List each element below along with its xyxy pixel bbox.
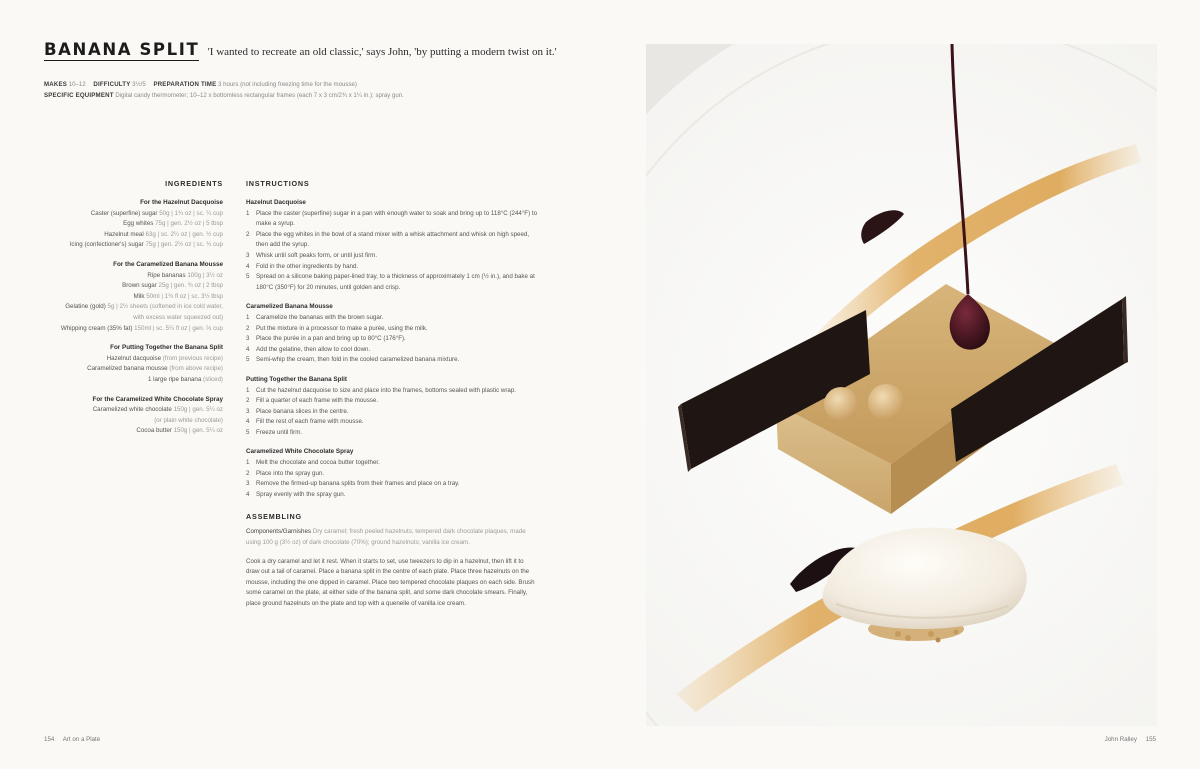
ingredient-quantity: 63g | sc. 2¼ oz | gen. ½ cup	[145, 230, 223, 238]
ingredient-name: Gelatine (gold)	[65, 303, 106, 311]
ingredient-name: Caster (superfine) sugar	[90, 209, 158, 217]
ingredient-line	[40, 240, 223, 251]
recipe-quote: 'I wanted to recreate an old classic,' says John, 'by putting a modern twist on it.'	[207, 46, 557, 58]
ingredient-group	[40, 395, 223, 437]
ingredient-group-heading: For the Caramelized Banana Mousse	[113, 260, 223, 268]
recipe-title: BANANA SPLIT	[44, 40, 200, 59]
step-text: Spray evenly with the spray gun.	[256, 490, 346, 498]
step-text: Caramelize the bananas with the brown sugar.	[256, 313, 384, 321]
instruction-group-heading: Caramelized White Chocolate Spray	[246, 448, 354, 456]
ingredient-line	[40, 281, 223, 292]
makes-value: 10–12	[68, 81, 86, 88]
ingredient-line	[40, 426, 223, 437]
meta-line-1	[44, 79, 404, 90]
ingredient-line	[40, 375, 223, 386]
instructions-column	[246, 176, 538, 610]
ingredient-quantity: 75g | gen. 2½ oz | sc. ¾ cup	[145, 241, 223, 249]
ingredient-name: Milk	[133, 292, 145, 300]
instruction-step	[246, 469, 538, 480]
meta-line-2	[44, 90, 404, 101]
step-number: 5	[246, 273, 250, 281]
ingredient-line	[40, 230, 223, 241]
step-number: 4	[246, 490, 250, 498]
ingredient-name: Hazelnut dacquoise	[106, 354, 162, 362]
step-number: 2	[246, 397, 250, 405]
instruction-group-heading: Hazelnut Dacquoise	[246, 199, 306, 206]
step-number: 2	[246, 230, 250, 238]
assembling-heading: ASSEMBLING	[246, 512, 302, 522]
hazelnut-2	[824, 387, 858, 421]
ingredients-heading: INGREDIENTS	[165, 179, 223, 188]
step-text: Put the mixture in a processor to make a purée, using the milk.	[256, 324, 428, 332]
instruction-step	[246, 386, 538, 397]
instruction-step	[246, 324, 538, 335]
step-number: 3	[246, 407, 250, 415]
title-row	[44, 40, 557, 61]
instruction-group	[246, 447, 538, 500]
step-number: 4	[246, 418, 250, 426]
step-text: Whisk until soft peaks form, or until just firm.	[256, 251, 378, 259]
instruction-step	[246, 479, 538, 490]
instruction-step	[246, 262, 538, 273]
ingredients-column	[40, 176, 223, 446]
ingredient-line	[40, 219, 223, 230]
ingredient-line	[40, 271, 223, 282]
step-text: Freeze until firm.	[256, 428, 303, 436]
instruction-group	[246, 302, 538, 366]
step-text: Melt the chocolate and cocoa butter together.	[256, 459, 380, 467]
ingredient-line	[40, 324, 223, 335]
instruction-step	[246, 458, 538, 469]
instruction-step	[246, 334, 538, 345]
ingredient-quantity: 150ml | sc. 5¼ fl oz | gen. ⅔ cup	[134, 324, 223, 332]
step-text: Place banana slices in the centre.	[256, 407, 349, 415]
step-number: 1	[246, 386, 250, 394]
instruction-group-heading: Putting Together the Banana Split	[246, 375, 347, 383]
step-text: Cut the hazelnut dacquoise to size and place into the frames, bottoms sealed with plastic wrap.	[256, 386, 517, 394]
step-text: Fill a quarter of each frame with the mousse.	[256, 397, 379, 405]
plated-banana-split-illustration	[646, 44, 1157, 726]
instruction-step	[246, 355, 538, 366]
difficulty-label: DIFFICULTY	[93, 81, 131, 88]
ingredient-line	[40, 405, 223, 416]
ingredient-line	[40, 416, 223, 427]
components-garnishes	[246, 527, 538, 548]
instruction-step	[246, 272, 538, 293]
instruction-step	[246, 396, 538, 407]
step-text: Spread on a silicone baking paper-lined tray, to a thickness of approximately 1 cm (½ in.), and bake at 180°C (350°F) for 20 minutes, until golden and crisp.	[256, 273, 535, 291]
footer-right	[1105, 736, 1156, 743]
components-label: Components/Garnishes	[246, 528, 312, 536]
ingredient-line	[40, 302, 223, 313]
ingredient-quantity: (or plain white chocolate)	[154, 416, 223, 424]
ingredient-name: 1 large ripe banana	[147, 375, 202, 383]
ingredient-group	[40, 198, 223, 251]
instructions-heading: INSTRUCTIONS	[246, 179, 310, 188]
ingredient-quantity: 25g | gen. ¾ oz | 2 tbsp	[158, 282, 223, 290]
dessert-photo	[646, 44, 1157, 726]
ingredient-quantity: with excess water squeezed out)	[133, 313, 223, 321]
prep-time-label: PREPARATION TIME	[153, 81, 217, 88]
step-text: Semi-whip the cream, then fold in the cooled caramelized banana mixture.	[256, 356, 460, 364]
instruction-step	[246, 251, 538, 262]
step-number: 4	[246, 345, 250, 353]
step-number: 3	[246, 251, 250, 259]
ingredient-group	[40, 260, 223, 334]
ingredient-name: Icing (confectioner's) sugar	[69, 241, 144, 249]
ingredient-quantity: (sliced)	[203, 375, 223, 383]
step-number: 2	[246, 469, 250, 477]
ingredient-quantity: 50ml | 1¾ fl oz | sc. 3½ tbsp	[146, 292, 223, 300]
instruction-step	[246, 417, 538, 428]
ingredient-quantity: 100g | 3½ oz	[187, 271, 223, 279]
footer-left	[44, 736, 100, 743]
instruction-step	[246, 209, 538, 230]
prep-time-value: 3 hours (not including freezing time for the mousse)	[218, 81, 357, 88]
ingredient-group-heading: For the Hazelnut Dacquoise	[140, 199, 223, 206]
instruction-step	[246, 428, 538, 439]
ingredient-line	[40, 354, 223, 365]
ingredient-line	[40, 292, 223, 303]
ingredient-group-heading: For Putting Together the Banana Split	[110, 344, 223, 352]
ingredient-name: Whipping cream (35% fat)	[60, 324, 133, 332]
ingredient-name: Ripe bananas	[147, 271, 186, 279]
equipment-value: Digital candy thermometer; 10–12 x bottomless rectangular frames (each 7 x 3 cm/2¾ x 1¼ in.); spray gun.	[115, 92, 404, 99]
ingredient-name: Egg whites	[123, 220, 154, 228]
step-text: Fold in the other ingredients by hand.	[256, 262, 359, 270]
difficulty-value: 3½/5	[132, 81, 146, 88]
ingredient-quantity: 75g | gen. 2½ oz | 5 tbsp	[155, 220, 223, 228]
makes-label: MAKES	[44, 81, 68, 88]
ingredient-group	[40, 343, 223, 385]
page-number-right: 155	[1145, 736, 1156, 743]
ingredient-group-heading: For the Caramelized White Chocolate Spray	[92, 395, 223, 403]
ingredient-name: Hazelnut meal	[104, 230, 144, 238]
step-number: 4	[246, 262, 250, 270]
step-number: 3	[246, 480, 250, 488]
ingredient-quantity: 150g | gen. 5¼ oz	[173, 427, 223, 435]
step-text: Remove the firmed-up banana splits from their frames and place on a tray.	[256, 480, 460, 488]
ingredient-line	[40, 209, 223, 220]
step-number: 5	[246, 428, 250, 436]
chef-name: John Ralley	[1104, 736, 1137, 743]
step-text: Place the purée in a pan and bring up to 80°C (176°F).	[256, 335, 406, 343]
ingredient-name: Caramelized banana mousse	[87, 365, 168, 373]
instruction-group	[246, 198, 538, 293]
instruction-step	[246, 407, 538, 418]
step-text: Add the gelatine, then allow to cool down.	[256, 345, 371, 353]
instruction-group-heading: Caramelized Banana Mousse	[246, 303, 333, 311]
step-text: Place the caster (superfine) sugar in a pan with enough water to soak and bring up to 118°C (244°F) to make a syrup.	[256, 209, 538, 228]
recipe-meta	[44, 79, 404, 101]
ingredient-name: Caramelized white chocolate	[92, 406, 172, 414]
step-number: 1	[246, 209, 250, 217]
ingredient-quantity: 5g | 2½ sheets (softened in ice cold water,	[107, 303, 223, 311]
assembling-paragraph: Cook a dry caramel and let it rest. When it starts to set, use tweezers to dip in a hazelnut, then lift it to draw out a tail of caramel. Place a banana split in the centre of each plate. Place three hazelnuts on the mousse, including the one dipped in caramel. Place two tempered chocolate plaques on each side. Brush some caramel on the plate, at either side of the banana split, and some dark chocolate smears. Finally, place ground hazelnuts on the plate and top with a quenelle of vanilla ice cream.	[246, 557, 535, 607]
step-number: 5	[246, 356, 250, 364]
step-text: Fill the rest of each frame with mousse.	[256, 418, 364, 426]
step-number: 2	[246, 324, 250, 332]
ingredient-line	[40, 364, 223, 375]
page-number-left: 154	[44, 736, 55, 743]
instruction-step	[246, 490, 538, 501]
book-title: Art on a Plate	[62, 736, 101, 743]
ingredient-quantity: 150g | gen. 5¼ oz	[173, 406, 223, 414]
ingredient-quantity: (from previous recipe)	[162, 354, 223, 362]
instruction-step	[246, 313, 538, 324]
ingredient-name: Brown sugar	[122, 282, 157, 290]
instruction-step	[246, 230, 538, 251]
ingredient-quantity: (from above recipe)	[169, 365, 223, 373]
components-value: Dry caramel; fresh peeled hazelnuts; tempered dark chocolate plaques, made using 100 g (3½ oz) of dark chocolate (70%); ground hazelnuts; vanilla ice cream.	[246, 528, 526, 547]
ingredient-line	[40, 313, 223, 324]
instruction-group	[246, 375, 538, 439]
ingredient-name: Cocoa butter	[136, 427, 172, 435]
step-number: 1	[246, 313, 250, 321]
step-number: 1	[246, 459, 250, 467]
equipment-label: SPECIFIC EQUIPMENT	[44, 92, 114, 99]
instruction-step	[246, 345, 538, 356]
ingredient-quantity: 50g | 1¾ oz | sc. ¼ cup	[159, 209, 223, 217]
step-text: Place into the spray gun.	[256, 469, 325, 477]
step-text: Place the egg whites in the bowl of a stand mixer with a whisk attachment and whisk on high speed, then add the syrup.	[256, 230, 530, 249]
hazelnut-1	[868, 384, 904, 420]
step-number: 3	[246, 335, 250, 343]
instruction-groups	[246, 198, 538, 500]
